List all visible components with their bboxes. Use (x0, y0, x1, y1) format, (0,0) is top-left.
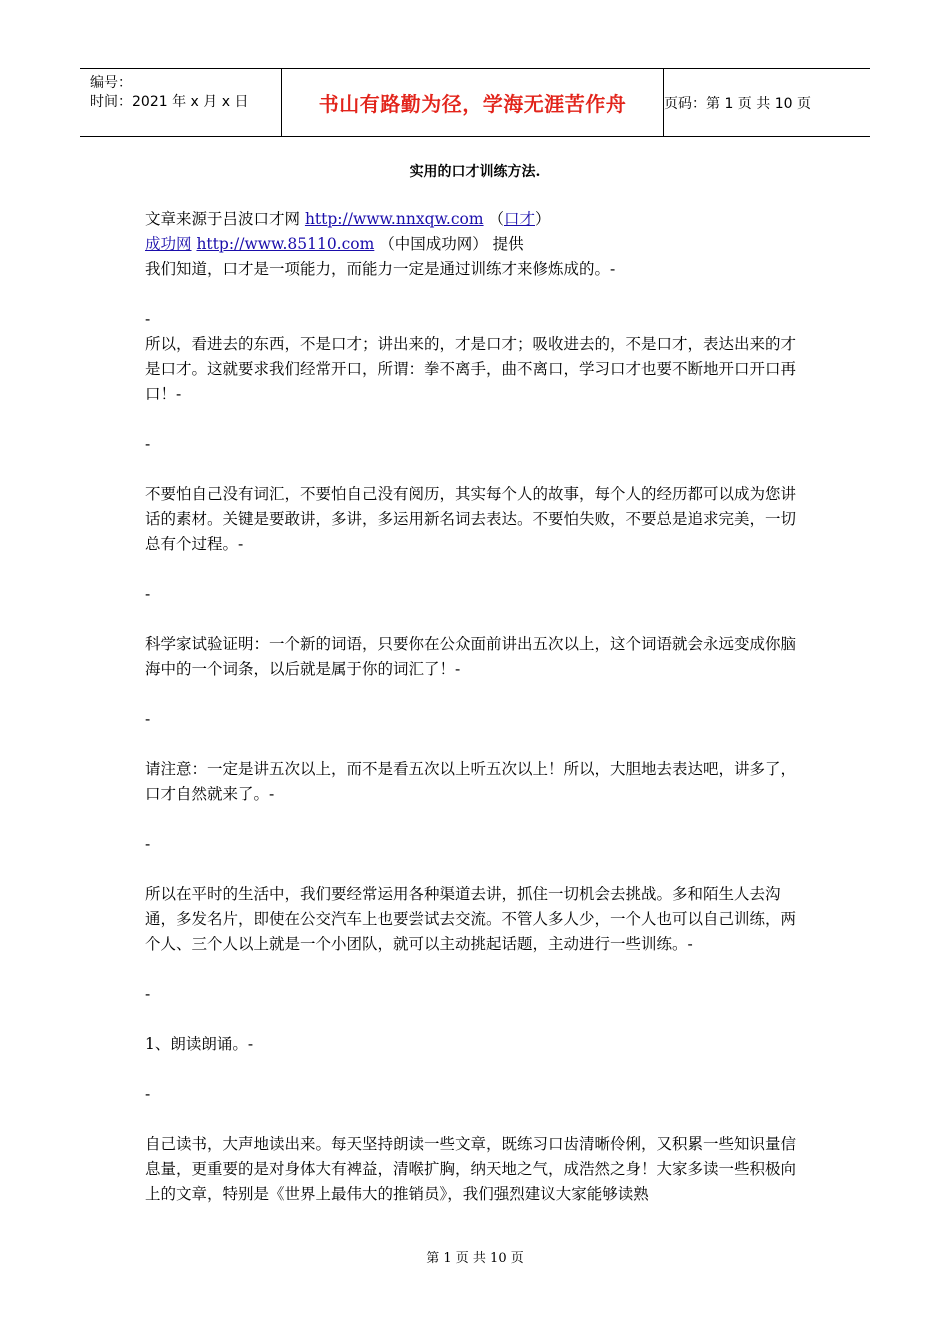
paragraph: - (145, 310, 151, 328)
serial-label: 编号： (90, 75, 132, 91)
source-suffix: （中国成功网） 提供 (374, 235, 524, 253)
blank-line (145, 457, 810, 482)
header-meta (80, 69, 280, 136)
motto: 书山有路勤为径，学海无涯苦作舟 (318, 92, 627, 116)
blank-line (145, 282, 810, 307)
header-page-code-cell (663, 69, 870, 136)
paragraph: - (145, 985, 151, 1003)
blank-line (145, 682, 810, 707)
paragraph-list (145, 257, 810, 1207)
document-body (145, 207, 810, 1207)
paragraph: - (145, 835, 151, 853)
paragraph: 科学家试验证明：一个新的词语，只要你在公众面前讲出五次以上，这个词语就会永远变成你脑海中的一个词条，以后就是属于你的词汇了！- (145, 635, 797, 678)
source-link-koucai[interactable]: 口才 (504, 210, 536, 228)
paragraph: 所以，看进去的东西，不是口才；讲出来的，才是口才；吸收进去的，不是口才，表达出来的才是口才。这就要求我们经常开口，所谓：拳不离手，曲不离口，学习口才也要不断地开口开口再口！- (145, 335, 797, 403)
paragraph: 自己读书，大声地读出来。每天坚持朗读一些文章，既练习口齿清晰伶俐，又积累一些知识量信息量，更重要的是对身体大有裨益，清喉扩胸，纳天地之气，成浩然之身！大家多读一些积极向上的文章，特别是《世界上最伟大的推销员》，我们强烈建议大家能够读熟 (145, 1135, 797, 1203)
source-paren-open: （ (483, 210, 504, 228)
blank-line (145, 807, 810, 832)
blank-line (145, 1107, 810, 1132)
source-prefix: 文章来源于吕波口才网 (145, 210, 305, 228)
paragraph: - (145, 1085, 151, 1103)
paragraph: 我们知道，口才是一项能力，而能力一定是通过训练才来修炼成的。- (145, 260, 616, 278)
source-line (145, 207, 810, 232)
paragraph: 请注意：一定是讲五次以上，而不是看五次以上听五次以上！所以，大胆地去表达吧，讲多了，口才自然就来了。- (145, 760, 797, 803)
blank-line (145, 732, 810, 757)
paragraph: 不要怕自己没有词汇，不要怕自己没有阅历，其实每个人的故事，每个人的经历都可以成为您讲话的素材。关键是要敢讲，多讲，多运用新名词去表达。不要怕失败，不要总是追求完美，一切总有个过程。- (145, 485, 797, 553)
source-link-nnxqw[interactable]: http://www.nnxqw.com (304, 210, 484, 228)
header-motto-cell (281, 69, 664, 136)
document-header (80, 68, 870, 137)
blank-line (145, 407, 810, 432)
document-title: 实用的口才训练方法. (409, 164, 541, 180)
paragraph: - (145, 585, 151, 603)
paragraph: - (145, 710, 151, 728)
blank-line (145, 957, 810, 982)
page-code: 页码：第 1 页 共 10 页 (664, 95, 811, 112)
source-paren-close: ） (535, 210, 551, 228)
blank-line (145, 1007, 810, 1032)
paragraph: 所以在平时的生活中，我们要经常运用各种渠道去讲，抓住一切机会去挑战。多和陌生人去沟通，多发名片，即使在公交汽车上也要尝试去交流。不管人多人少，一个人也可以自己训练，两个人、三个人以上就是一个小团队，就可以主动挑起话题，主动进行一些训练。- (145, 885, 797, 953)
paragraph: - (145, 435, 151, 453)
source-link-85110[interactable]: http://www.85110.com (196, 235, 375, 253)
blank-line (145, 857, 810, 882)
source-link-chenggong[interactable]: 成功网 (145, 235, 192, 253)
date-line: 时间：2021 年 x 月 x 日 (90, 94, 249, 110)
source-line-2 (145, 232, 810, 257)
paragraph: 1、朗读朗诵。- (145, 1035, 254, 1053)
blank-line (145, 557, 810, 582)
blank-line (145, 1057, 810, 1082)
page-footer: 第 1 页 共 10 页 (426, 1251, 524, 1266)
blank-line (145, 607, 810, 632)
